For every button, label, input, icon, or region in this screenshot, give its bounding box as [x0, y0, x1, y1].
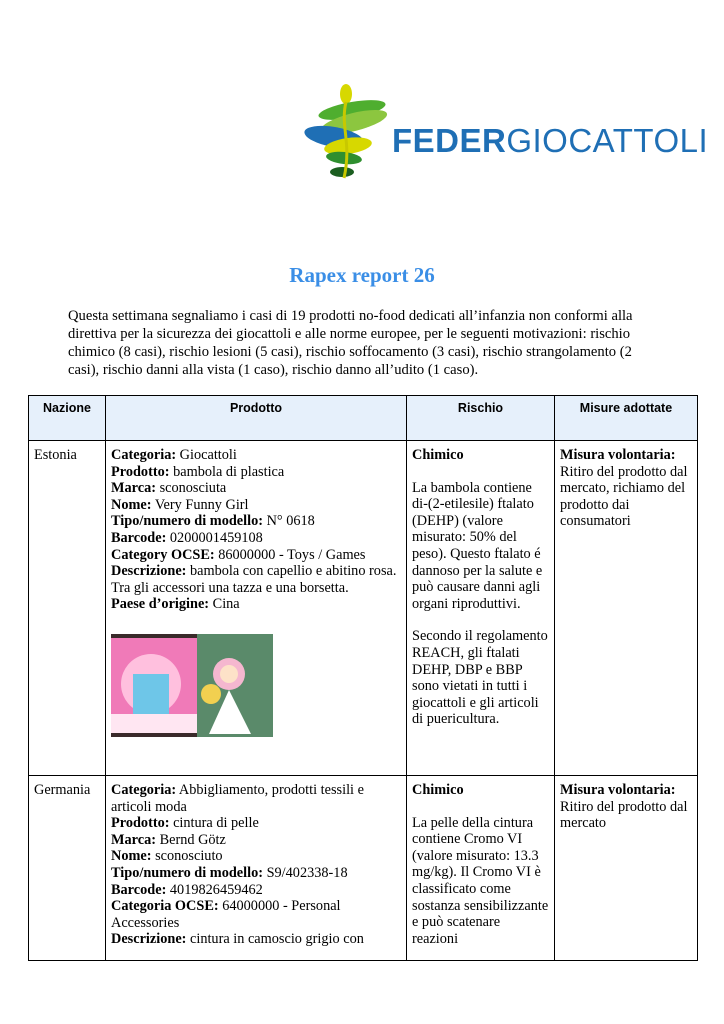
table-row [29, 775, 698, 960]
cell-rischio [407, 441, 555, 776]
cell-prodotto [106, 441, 407, 776]
federgiocattoli-logo [300, 82, 709, 192]
logo-mark-icon [300, 82, 390, 192]
rischio-text: La bambola contiene di-(2-etilesile) ftalato (DEHP) (valore misurato: 50% del peso). Questo ftalato é dannoso per la salute e può causare danni agli organi riproduttivi. [412, 479, 543, 612]
header-rischio: Rischio [407, 396, 555, 441]
product-photo [111, 634, 273, 737]
cell-nazione: Estonia [29, 441, 106, 776]
logo-wordmark [392, 124, 708, 157]
field-value: 86000000 - Toys / Games [214, 546, 366, 563]
field-modello [111, 865, 401, 882]
field-label: Marca: [111, 831, 156, 848]
field-label: Tipo/numero di modello: [111, 513, 263, 530]
rischio-text: La pelle della cintura contiene Cromo VI (valore misurato: 13.3 mg/kg). Il Cromo VI è classificato come sostanza sensibilizzante e può scatenare reazioni [412, 814, 549, 947]
field-value: cintura di pelle [169, 815, 259, 832]
field-value: Abbigliamento, prodotti tessili e articoli moda [111, 781, 364, 815]
field-descrizione [111, 563, 401, 596]
field-prodotto [111, 464, 401, 481]
field-label: Descrizione: [111, 563, 187, 580]
rischio-title: Chimico [412, 447, 464, 463]
header-prodotto: Prodotto [106, 396, 407, 441]
misure-title: Misura volontaria: [560, 447, 676, 463]
misure-text: Ritiro del prodotto dal mercato [560, 798, 688, 832]
field-value: 0200001459108 [166, 529, 263, 546]
rapex-table [28, 395, 698, 961]
field-categoria [111, 782, 401, 815]
misure-title: Misura volontaria: [560, 781, 676, 798]
rischio-title: Chimico [412, 781, 464, 798]
field-categoria [111, 447, 401, 464]
field-nome [111, 848, 401, 865]
field-value: S9/402338-18 [263, 864, 348, 881]
field-ocse [111, 898, 401, 931]
field-ocse [111, 547, 401, 564]
cell-nazione: Germania [29, 775, 106, 960]
field-label: Tipo/numero di modello: [111, 864, 263, 881]
field-value: 4019826459462 [166, 881, 263, 898]
field-marca [111, 832, 401, 849]
field-nome [111, 497, 401, 514]
misure-text: Ritiro del prodotto dal mercato, richiamo del prodotto dai consumatori [560, 463, 688, 530]
field-value: sconosciuto [151, 848, 223, 865]
field-label: Barcode: [111, 881, 167, 898]
cell-prodotto [106, 775, 407, 960]
field-label: Categoria: [111, 781, 177, 798]
field-paese [111, 596, 401, 613]
field-label: Category OCSE: [111, 546, 215, 563]
field-value: Cina [209, 596, 240, 613]
header-nazione: Nazione [29, 396, 106, 441]
header-misure: Misure adottate [555, 396, 698, 441]
field-label: Nome: [111, 496, 152, 513]
field-label: Categoria: [111, 447, 177, 463]
field-value: 64000000 - Personal Accessories [111, 898, 341, 931]
field-label: Prodotto: [111, 815, 170, 832]
field-label: Marca: [111, 480, 156, 497]
field-barcode [111, 882, 401, 899]
logo-text-bold: FEDER [392, 122, 507, 159]
field-label: Prodotto: [111, 463, 170, 480]
report-title: Rapex report 26 [289, 263, 435, 287]
table-row [29, 441, 698, 776]
field-label: Nome: [111, 848, 152, 865]
field-value: cintura in camoscio grigio con [186, 931, 364, 948]
cell-rischio [407, 775, 555, 960]
field-modello [111, 513, 401, 530]
rischio-text-reach: Secondo il regolamento REACH, gli ftalati DEHP, DBP e BBP sono vietati in tutti i giocattoli e gli articoli di puericultura. [412, 628, 548, 728]
field-value: sconosciuta [156, 480, 227, 497]
field-value: Very Funny Girl [151, 496, 249, 513]
cell-misure [555, 775, 698, 960]
field-label: Descrizione: [111, 931, 187, 948]
field-label: Barcode: [111, 529, 167, 546]
field-value: N° 0618 [263, 513, 315, 530]
cell-misure [555, 441, 698, 776]
intro-paragraph: Questa settimana segnaliamo i casi di 19 prodotti no-food dedicati all’infanzia non conformi alla direttiva per la sicurezza dei giocattoli e alle norme europee, per le seguenti motivazioni: rischio chimico (8 casi), rischio lesioni (5 casi), rischio soffocamento (3 casi), rischio strangolamento (2 casi), rischio danni alla vista (1 caso), rischio danno all’udito (1 caso). [68, 308, 633, 378]
table-header-row [29, 396, 698, 441]
field-value: bambola di plastica [169, 463, 285, 480]
field-barcode [111, 530, 401, 547]
field-value: Bernd Götz [156, 831, 226, 848]
field-value: Giocattoli [176, 447, 237, 463]
field-prodotto [111, 815, 401, 832]
field-descrizione [111, 931, 401, 948]
logo-text-regular: GIOCATTOLI [506, 122, 709, 159]
field-label: Paese d’origine: [111, 596, 210, 613]
field-marca [111, 480, 401, 497]
field-value: bambola con capellio e abitino rosa. Tra gli accessori una tazza e una borsetta. [111, 563, 397, 596]
field-label: Categoria OCSE: [111, 898, 219, 915]
